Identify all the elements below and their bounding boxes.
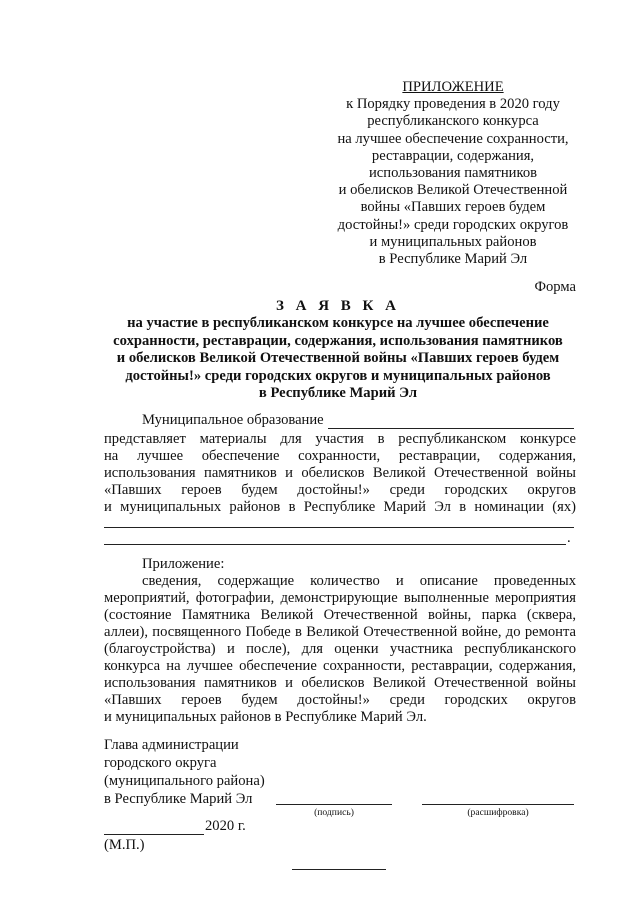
appendix-line: использования памятников: [368, 165, 538, 182]
attachment-line: использования памятников и обелисков Великой Отечественной войны: [104, 675, 576, 691]
body-line: и муниципальных районов в Республике Марий Эл в номинации (ях): [104, 499, 576, 515]
appendix-line: войны «Павших героев будем: [360, 199, 546, 216]
heading-line: на участие в республиканском конкурсе на лучшее обеспечение: [127, 315, 549, 332]
attachment-line: конкурса на лучшее обеспечение сохранности, реставрации, содержания,: [104, 658, 576, 674]
heading-line: в Республике Марий Эл: [258, 385, 418, 402]
body-line: «Павших героев будем достойны!» среди городских округов: [104, 482, 576, 498]
stamp-label: (М.П.): [104, 837, 145, 853]
appendix-line: к Порядку проведения в 2020 году: [346, 96, 560, 113]
form-label: Форма: [534, 279, 576, 295]
nomination-fill-line[interactable]: [104, 544, 566, 545]
footer-rule: [292, 869, 386, 870]
appendix-line: достойны!» среди городских округов: [337, 216, 569, 233]
appendix-line: республиканского конкурса: [367, 113, 539, 130]
nomination-fill-line[interactable]: [104, 527, 574, 528]
municipality-fill-line[interactable]: [328, 428, 574, 429]
body-line: использования памятников и обелисков Великой Отечественной войны: [104, 465, 576, 481]
attachment-line: аллеи), посвященного Победе в Великой Отечественной войне, до ремонта: [104, 624, 576, 640]
heading-line: сохранности, реставрации, содержания, использования памятников: [113, 332, 563, 349]
attachment-line: «Павших героев будем достойны!» среди городских округов: [104, 692, 576, 708]
date-fill-line[interactable]: [104, 834, 204, 835]
appendix-line: на лучшее обеспечение сохранности,: [337, 130, 569, 147]
signature-fill-line[interactable]: [276, 804, 392, 805]
signature-caption: (подпись): [314, 807, 354, 818]
signatory-line: (муниципального района): [104, 773, 265, 789]
heading-line: достойны!» среди городских округов и муниципальных районов: [125, 367, 551, 384]
end-period: .: [567, 530, 571, 546]
attachment-label: Приложение:: [142, 556, 225, 572]
attachment-line: сведения, содержащие количество и описание проведенных: [142, 573, 576, 589]
body-line: на лучшее обеспечение сохранности, реставрации, содержания,: [104, 448, 576, 464]
signatory-line: Глава администрации: [104, 737, 239, 753]
appendix-line: реставрации, содержания,: [371, 147, 535, 164]
attachment-line: и муниципальных районов в Республике Марий Эл.: [104, 709, 427, 725]
appendix-line: и обелисков Великой Отечественной: [338, 182, 568, 199]
appendix-title: ПРИЛОЖЕНИЕ: [402, 79, 504, 95]
municipality-label: Муниципальное образование: [142, 412, 324, 428]
appendix-header: [318, 79, 588, 268]
attachment-line: (состояние Памятника Великой Отечественной войны, парка (сквера,: [104, 607, 576, 623]
attachment-line: (благоустройства) и после), для оценки участника республиканского: [104, 641, 576, 657]
signatory-line: в Республике Марий Эл: [104, 791, 253, 807]
attachment-line: мероприятий, фотографии, демонстрирующие выполненные мероприятия: [104, 590, 576, 606]
appendix-line: и муниципальных районов: [369, 233, 537, 250]
decoding-caption: (расшифровка): [467, 807, 529, 818]
date-suffix: 2020 г.: [205, 818, 246, 834]
document-title: З А Я В К А: [275, 298, 401, 314]
appendix-line: в Республике Марий Эл: [378, 251, 528, 268]
body-line: представляет материалы для участия в республиканском конкурсе: [104, 431, 576, 447]
heading-line: и обелисков Великой Отечественной войны «Павших героев будем: [116, 350, 560, 367]
signatory-line: городского округа: [104, 755, 217, 771]
document-heading: [100, 298, 576, 402]
decoding-fill-line[interactable]: [422, 804, 574, 805]
